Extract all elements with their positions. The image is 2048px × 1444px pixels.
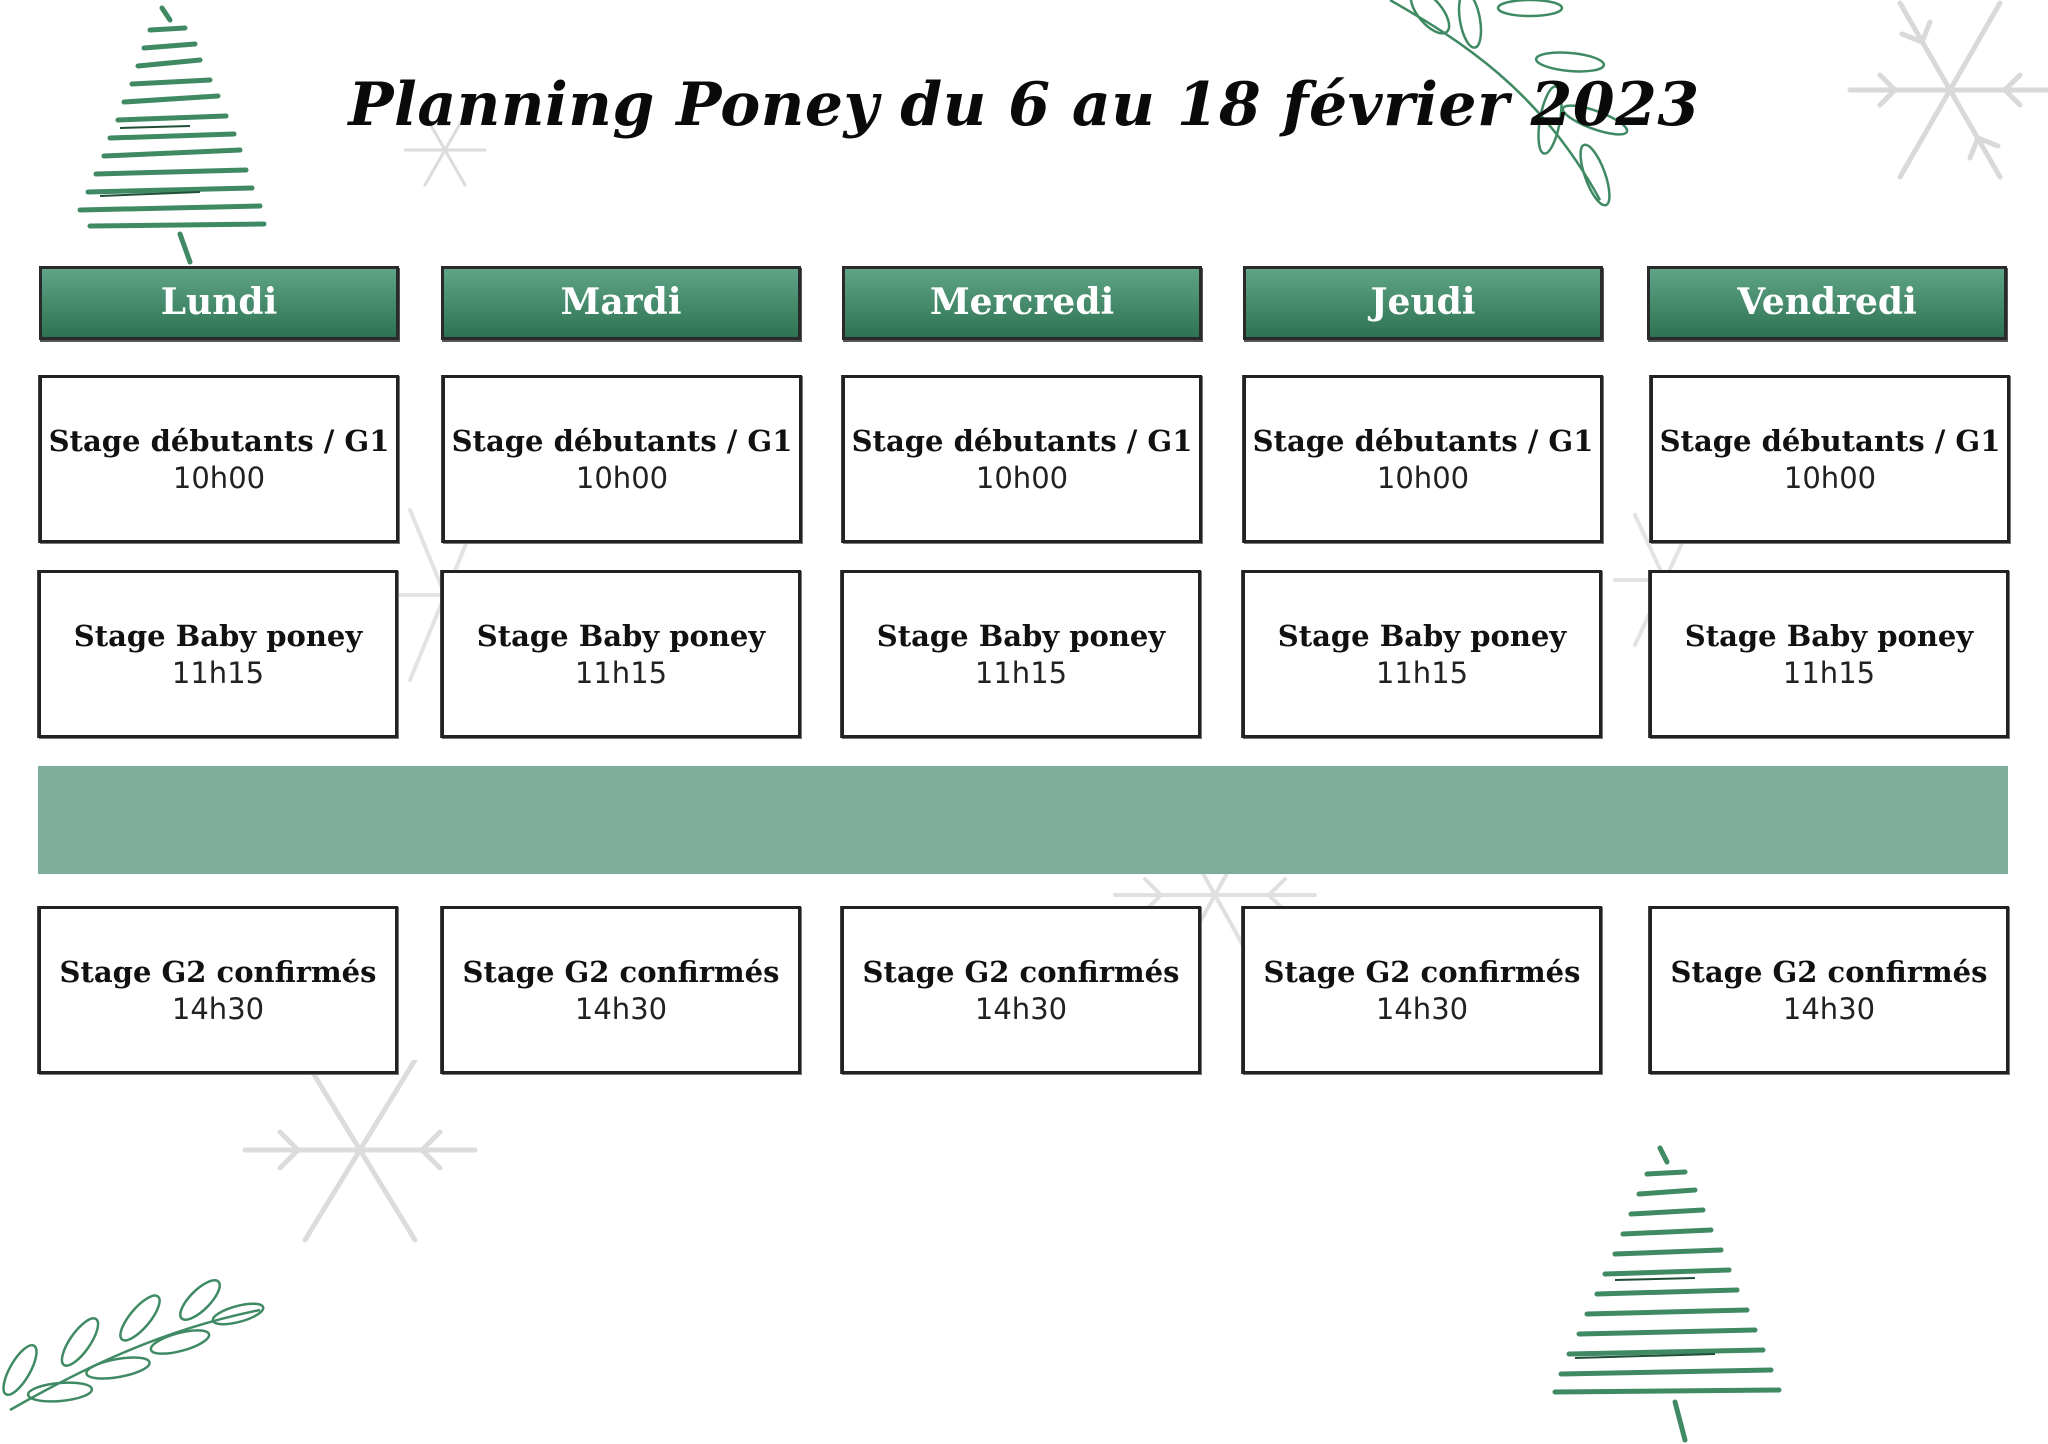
leaf-branch-icon bbox=[0, 1260, 270, 1420]
session-card bbox=[441, 570, 801, 738]
session-card bbox=[1242, 570, 1602, 738]
session-title: Stage Baby poney bbox=[876, 619, 1166, 653]
day-header-vendredi: Vendredi bbox=[1647, 266, 2007, 340]
session-card bbox=[1650, 375, 2010, 543]
session-time: 10h00 bbox=[575, 461, 669, 495]
session-card bbox=[38, 570, 398, 738]
session-time: 10h00 bbox=[1376, 461, 1470, 495]
session-time: 10h00 bbox=[975, 461, 1069, 495]
page-title: Planning Poney du 6 au 18 février 2023 bbox=[348, 70, 1700, 140]
session-time: 10h00 bbox=[1783, 461, 1877, 495]
session-title: Stage débutants / G1 bbox=[48, 424, 390, 458]
break-bar bbox=[38, 766, 2008, 874]
session-time: 11h15 bbox=[1375, 656, 1469, 690]
snowflake-icon bbox=[235, 1060, 495, 1250]
session-title: Stage Baby poney bbox=[476, 619, 766, 653]
session-time: 14h30 bbox=[171, 992, 265, 1026]
day-header-mercredi: Mercredi bbox=[842, 266, 1202, 340]
session-card bbox=[39, 375, 399, 543]
session-card bbox=[1649, 906, 2009, 1074]
session-card bbox=[842, 375, 1202, 543]
session-title: Stage Baby poney bbox=[1277, 619, 1567, 653]
session-title: Stage G2 confirmés bbox=[1670, 955, 1988, 989]
day-header-lundi: Lundi bbox=[39, 266, 399, 340]
session-time: 14h30 bbox=[1782, 992, 1876, 1026]
session-title: Stage débutants / G1 bbox=[851, 424, 1193, 458]
session-title: Stage G2 confirmés bbox=[862, 955, 1180, 989]
session-card bbox=[38, 906, 398, 1074]
day-header-jeudi: Jeudi bbox=[1243, 266, 1603, 340]
session-time: 11h15 bbox=[574, 656, 668, 690]
session-time: 14h30 bbox=[974, 992, 1068, 1026]
session-card bbox=[841, 570, 1201, 738]
day-header-mardi: Mardi bbox=[441, 266, 801, 340]
session-title: Stage G2 confirmés bbox=[462, 955, 780, 989]
session-title: Stage G2 confirmés bbox=[1263, 955, 1581, 989]
session-card bbox=[1243, 375, 1603, 543]
session-card bbox=[1242, 906, 1602, 1074]
session-card bbox=[442, 375, 802, 543]
session-title: Stage Baby poney bbox=[1684, 619, 1974, 653]
session-title: Stage Baby poney bbox=[73, 619, 363, 653]
session-card bbox=[1649, 570, 2009, 738]
session-time: 11h15 bbox=[974, 656, 1068, 690]
session-card bbox=[841, 906, 1201, 1074]
pine-tree-icon bbox=[1525, 1140, 1785, 1444]
session-time: 10h00 bbox=[172, 461, 266, 495]
session-title: Stage G2 confirmés bbox=[59, 955, 377, 989]
session-time: 11h15 bbox=[171, 656, 265, 690]
session-time: 11h15 bbox=[1782, 656, 1876, 690]
session-title: Stage débutants / G1 bbox=[451, 424, 793, 458]
session-card bbox=[441, 906, 801, 1074]
session-time: 14h30 bbox=[1375, 992, 1469, 1026]
session-time: 14h30 bbox=[574, 992, 668, 1026]
session-title: Stage débutants / G1 bbox=[1252, 424, 1594, 458]
session-title: Stage débutants / G1 bbox=[1659, 424, 2001, 458]
